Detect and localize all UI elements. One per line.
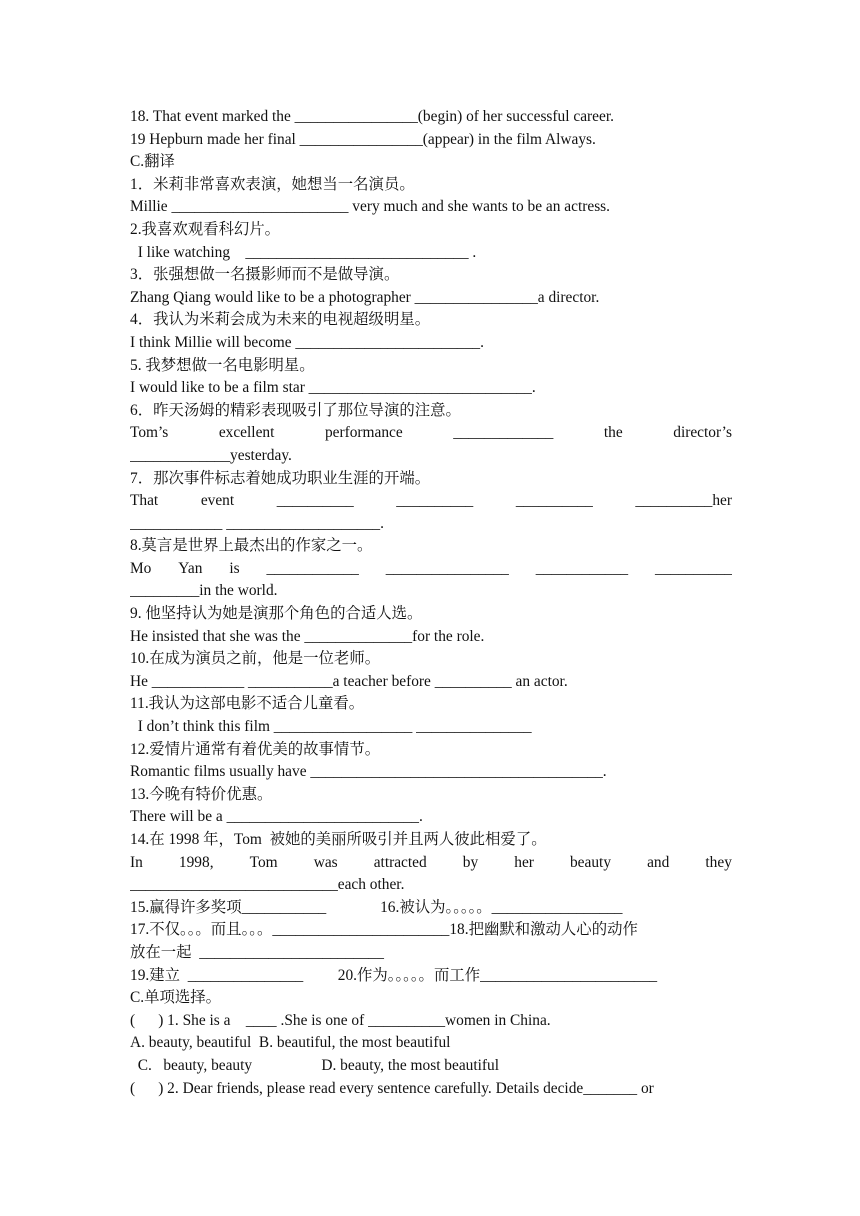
text-line	[130, 558, 732, 581]
line-word: __________	[396, 492, 474, 510]
line-word: __________her	[635, 492, 732, 510]
text-line: 1．米莉非常喜欢表演，她想当一名演员。	[130, 175, 415, 193]
text-line: Millie _______________________ very much and she wants to be an actress.	[130, 198, 611, 216]
text-line	[130, 422, 732, 445]
line-word: Tom’s	[130, 424, 169, 442]
text-line: C.翻译	[130, 153, 175, 171]
line-word: __________	[655, 559, 732, 577]
line-word: the	[603, 424, 623, 442]
text-line: He insisted that she was the ______________for the role.	[130, 627, 485, 645]
text-line: 19.建立 _______________ 20.作为。。。。。而工作_______________________	[130, 966, 658, 984]
text-line: 18. That event marked the ________________(begin) of her successful career.	[130, 108, 614, 125]
text-line: He ____________ ___________a teacher before __________ an actor.	[130, 672, 568, 690]
text-line: I like watching _____________________________ .	[130, 243, 477, 261]
text-line: 15.赢得许多奖项___________ 16.被认为。。。。。_________________	[130, 898, 623, 916]
text-line: 3．张强想做一名摄影师而不是做导演。	[130, 266, 400, 284]
text-line: _________in the world.	[130, 582, 278, 600]
line-word: _____________	[453, 424, 554, 442]
text-line: 13.今晚有特价优惠。	[130, 785, 273, 803]
line-word: ____________	[266, 559, 359, 577]
line-word: 1998,	[178, 853, 214, 871]
text-line: I think Millie will become ________________________.	[130, 333, 484, 351]
line-word: performance	[324, 424, 403, 442]
line-word: ________________	[385, 559, 509, 577]
line-word: director’s	[673, 424, 732, 442]
line-word: __________	[515, 492, 593, 510]
text-line: _____________yesterday.	[130, 446, 292, 464]
text-line: 17.不仅。。。而且。。。_______________________18.把幽默和激动人心的动作	[130, 921, 638, 939]
line-word: That	[130, 492, 159, 510]
text-line: ( ) 1. She is a ____ .She is one of __________women in China.	[130, 1011, 551, 1029]
text-line: ____________ ____________________.	[130, 514, 384, 532]
line-word: attracted	[373, 853, 427, 871]
text-line: Romantic films usually have ______________________________________.	[130, 763, 607, 781]
text-line: 9. 他坚持认为她是演那个角色的合适人选。	[130, 605, 423, 623]
text-line: 7．那次事件标志着她成功职业生涯的开端。	[130, 469, 431, 487]
text-line: ___________________________each other.	[130, 876, 405, 894]
text-line	[130, 852, 732, 875]
line-word: Tom	[249, 853, 278, 871]
line-word: __________	[276, 492, 354, 510]
text-line: I would like to be a film star _____________________________.	[130, 379, 536, 397]
text-line: 8.莫言是世界上最杰出的作家之一。	[130, 537, 373, 555]
line-word: they	[705, 853, 732, 871]
line-word: event	[200, 492, 235, 510]
text-line	[130, 490, 732, 513]
text-line: 2.我喜欢观看科幻片。	[130, 220, 281, 238]
text-line: 11.我认为这部电影不适合儿童看。	[130, 695, 365, 713]
text-line: ( ) 2. Dear friends, please read every sentence carefully. Details decide_______ or	[130, 1079, 654, 1097]
line-word: by	[462, 853, 479, 871]
text-line: 12.爱情片通常有着优美的故事情节。	[130, 740, 381, 758]
text-line: C.单项选择。	[130, 989, 222, 1007]
text-line: 4．我认为米莉会成为未来的电视超级明星。	[130, 311, 431, 329]
text-line: 10.在成为演员之前，他是一位老师。	[130, 650, 381, 668]
line-word: In	[130, 853, 143, 871]
text-line: 14.在 1998 年，Tom 被她的美丽所吸引并且两人彼此相爱了。	[130, 831, 547, 848]
worksheet-page	[130, 106, 732, 1100]
line-word: Mo	[130, 559, 152, 577]
line-word: ____________	[535, 559, 629, 577]
text-line: There will be a _________________________.	[130, 808, 423, 826]
line-word: beauty	[569, 853, 612, 871]
text-line: 放在一起 ________________________	[130, 943, 384, 961]
text-line: C. beauty, beauty D. beauty, the most beautiful	[130, 1056, 500, 1074]
text-line: I don’t think this film __________________ _______________	[130, 718, 532, 736]
text-line: 19 Hepburn made her final ________________(appear) in the film Always.	[130, 130, 596, 148]
text-line: Zhang Qiang would like to be a photographer ________________a director.	[130, 288, 600, 306]
line-word: her	[514, 853, 534, 871]
line-word: Yan	[178, 559, 203, 577]
line-word: was	[313, 853, 338, 871]
line-word: excellent	[218, 424, 275, 442]
line-word: and	[647, 853, 670, 871]
text-line: 6．昨天汤姆的精彩表现吸引了那位导演的注意。	[130, 401, 461, 419]
text-line: 5. 我梦想做一名电影明星。	[130, 356, 315, 374]
line-word: is	[229, 559, 240, 577]
text-line: A. beauty, beautiful B. beautiful, the most beautiful	[130, 1034, 451, 1052]
